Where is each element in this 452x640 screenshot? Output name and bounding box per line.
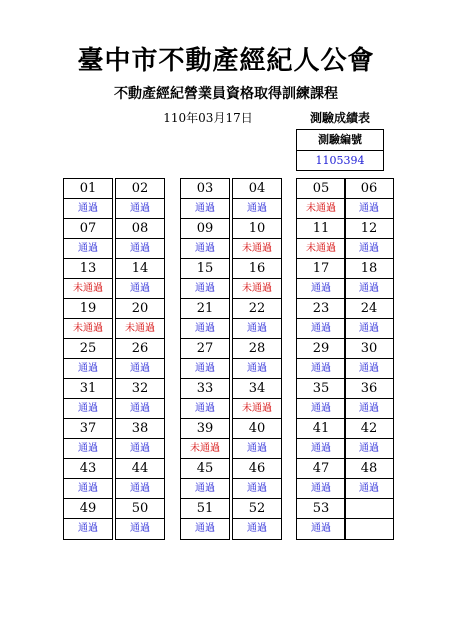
result-status: 通過: [181, 399, 229, 419]
candidate-number: 27: [181, 339, 229, 359]
result-status: 通過: [311, 523, 331, 534]
result-status: 通過: [233, 319, 281, 339]
test-id-label: 測驗編號: [297, 130, 383, 151]
result-status: 通過: [64, 239, 112, 259]
candidate-number: 51: [181, 499, 229, 519]
candidate-number: 06: [345, 179, 393, 199]
result-status: 通過: [116, 199, 164, 219]
result-status: 未通過: [233, 399, 281, 419]
result-status: 通過: [181, 279, 229, 299]
result-status: 未通過: [233, 239, 281, 259]
candidate-number: 39: [181, 419, 229, 439]
candidate-number: 11: [297, 219, 345, 239]
candidate-number: 53: [297, 499, 345, 519]
candidate-number: 22: [233, 299, 281, 319]
result-status: 通過: [345, 439, 393, 459]
result-status: 未通過: [116, 319, 164, 339]
candidate-number: 29: [297, 339, 345, 359]
candidate-number: 42: [345, 419, 393, 439]
candidate-number: 41: [297, 419, 345, 439]
candidate-number: 12: [345, 219, 393, 239]
result-status: 通過: [345, 239, 393, 259]
report-label: 測驗成績表: [309, 111, 370, 125]
score-column: [115, 178, 165, 540]
candidate-number: 52: [233, 499, 281, 519]
result-status: 通過: [116, 399, 164, 419]
result-status: 未通過: [233, 279, 281, 299]
result-status: 通過: [116, 239, 164, 259]
result-status: 通過: [181, 319, 229, 339]
result-status: 未通過: [181, 439, 229, 459]
candidate-number: 43: [64, 459, 112, 479]
result-status: 通過: [116, 479, 164, 499]
candidate-number: 45: [181, 459, 229, 479]
candidate-number: 05: [297, 179, 345, 199]
candidate-number: 09: [181, 219, 229, 239]
candidate-number: 25: [64, 339, 112, 359]
result-status: 通過: [233, 439, 281, 459]
result-status: 通過: [233, 359, 281, 379]
result-status: 通過: [64, 399, 112, 419]
candidate-number: 10: [233, 219, 281, 239]
candidate-number: 24: [345, 299, 393, 319]
result-status: 通過: [297, 479, 345, 499]
candidate-number: 15: [181, 259, 229, 279]
result-status: 通過: [195, 523, 215, 534]
candidate-number: 04: [233, 179, 281, 199]
result-status: 通過: [345, 399, 393, 419]
candidate-number: 02: [116, 179, 164, 199]
result-status: 通過: [345, 279, 393, 299]
result-status: 通過: [64, 439, 112, 459]
test-id-value: 1105394: [315, 154, 365, 167]
candidate-number: 17: [297, 259, 345, 279]
candidate-number: 47: [297, 459, 345, 479]
candidate-number: 32: [116, 379, 164, 399]
score-column: [180, 178, 230, 540]
result-status: 通過: [247, 523, 267, 534]
candidate-number: 16: [233, 259, 281, 279]
score-column: [63, 178, 113, 540]
result-status: 通過: [78, 523, 98, 534]
candidate-number: 50: [116, 499, 164, 519]
result-status: 通過: [116, 279, 164, 299]
test-id-box: [296, 129, 384, 171]
candidate-number: 26: [116, 339, 164, 359]
candidate-number: 08: [116, 219, 164, 239]
candidate-number: 48: [345, 459, 393, 479]
result-status: 通過: [130, 523, 150, 534]
candidate-number: 28: [233, 339, 281, 359]
result-status: 通過: [233, 479, 281, 499]
score-column: [344, 178, 394, 540]
candidate-number: 40: [233, 419, 281, 439]
result-status: 未通過: [64, 279, 112, 299]
candidate-number: 35: [297, 379, 345, 399]
score-column: [232, 178, 282, 540]
result-status: 未通過: [297, 199, 345, 219]
result-status: 通過: [297, 439, 345, 459]
candidate-number: 18: [345, 259, 393, 279]
result-status: 通過: [64, 359, 112, 379]
candidate-number: 37: [64, 419, 112, 439]
candidate-number: 21: [181, 299, 229, 319]
candidate-number: 23: [297, 299, 345, 319]
candidate-number: 33: [181, 379, 229, 399]
candidate-number: 36: [345, 379, 393, 399]
candidate-number: 03: [181, 179, 229, 199]
candidate-number: 20: [116, 299, 164, 319]
result-status: 通過: [181, 239, 229, 259]
result-status: 通過: [64, 199, 112, 219]
candidate-number: [345, 499, 393, 519]
candidate-number: 01: [64, 179, 112, 199]
result-status: 通過: [181, 359, 229, 379]
result-status: 未通過: [297, 239, 345, 259]
result-status: 通過: [181, 199, 229, 219]
result-status: 通過: [297, 359, 345, 379]
candidate-number: 30: [345, 339, 393, 359]
course-subtitle: 不動產經紀營業員資格取得訓練課程: [114, 86, 338, 102]
candidate-number: 49: [64, 499, 112, 519]
result-status: 通過: [64, 479, 112, 499]
candidate-number: 07: [64, 219, 112, 239]
result-status: 通過: [345, 359, 393, 379]
result-status: 通過: [297, 319, 345, 339]
result-status: 通過: [116, 359, 164, 379]
score-column: [296, 178, 346, 540]
exam-date: 110年03月17日: [163, 111, 253, 125]
result-status: [345, 519, 393, 539]
candidate-number: 19: [64, 299, 112, 319]
candidate-number: 44: [116, 459, 164, 479]
candidate-number: 46: [233, 459, 281, 479]
candidate-number: 38: [116, 419, 164, 439]
result-status: 通過: [116, 439, 164, 459]
page-title: 臺中市不動產經紀人公會: [77, 46, 375, 76]
result-status: 未通過: [64, 319, 112, 339]
result-status: 通過: [297, 279, 345, 299]
result-status: 通過: [345, 199, 393, 219]
candidate-number: 13: [64, 259, 112, 279]
result-status: 通過: [233, 199, 281, 219]
candidate-number: 14: [116, 259, 164, 279]
result-status: 通過: [345, 319, 393, 339]
candidate-number: 31: [64, 379, 112, 399]
result-status: 通過: [297, 399, 345, 419]
candidate-number: 34: [233, 379, 281, 399]
result-status: 通過: [181, 479, 229, 499]
result-status: 通過: [345, 479, 393, 499]
